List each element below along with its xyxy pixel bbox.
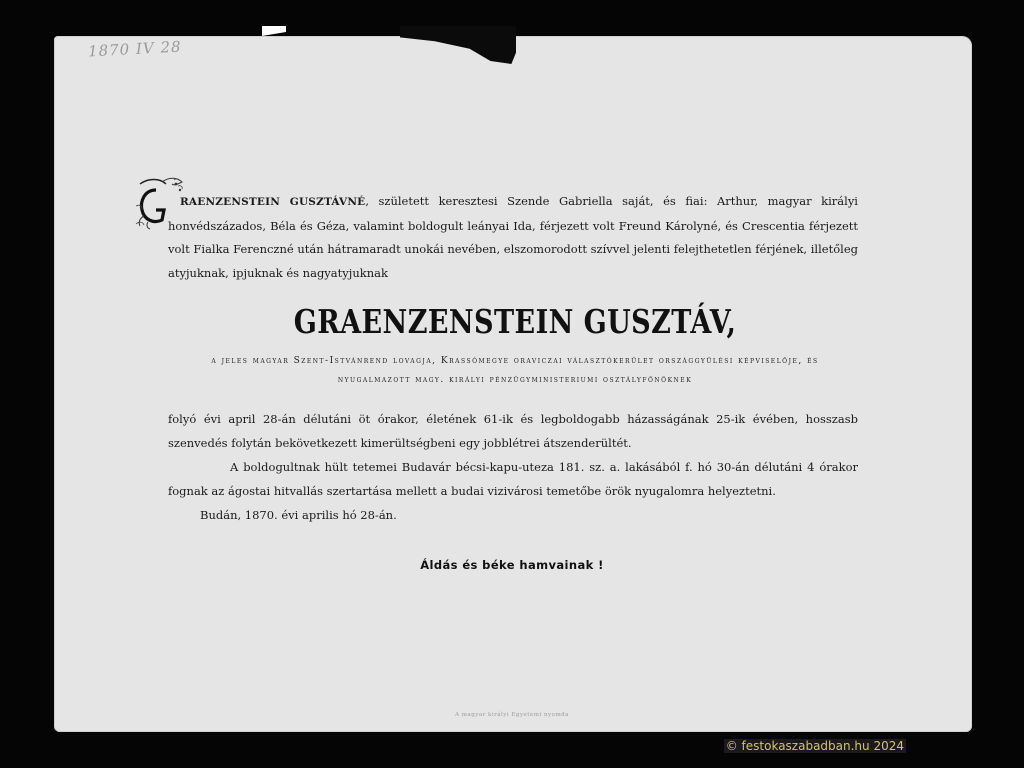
widow-name: RAENZENSTEIN GUSZTÁVNÉ <box>180 196 366 208</box>
paper-corner-scrap <box>262 26 286 36</box>
titles-line-1: a jeles magyar Szent-Istvánrend lovagja, Krassómegye oraviczai választókerület országgyűlési képviselője, és <box>211 356 819 366</box>
dateline: Budán, 1870. évi aprilis hó 28-án. <box>200 508 397 522</box>
death-paragraph: folyó évi april 28-án délutáni öt órakor, életének 61-ik és legboldogabb házasságának 25-ik évében, hosszasb szenvedés folytán bekövetkezett kimerültségbeni egy jobblétrei átszenderültét. <box>168 412 858 450</box>
deceased-titles <box>170 352 860 390</box>
titles-line-2: nyugalmazott magy. királyi pénzügyministeriumi osztályfőnöknek <box>337 375 693 385</box>
deceased-name-heading: GRAENZENSTEIN GUSZTÁV, <box>293 302 737 341</box>
intro-paragraph <box>168 190 858 285</box>
closing-blessing: Áldás és béke hamvainak ! <box>420 558 604 572</box>
archive-handwritten-note: 1870 IV 28 <box>87 37 182 61</box>
printer-imprint: A magyar királyi Egyetemi nyomda <box>455 712 569 718</box>
funeral-paragraph: A boldogultnak hült tetemei Budavár bécsi-kapu-uteza 181. sz. a. lakásából f. hó 30-án délutáni 4 órakor fognak az ágostai hitvallás szertartása mellett a budai vizivárosi temetőbe örök nyugalomra helyeztetni. <box>168 460 858 498</box>
intro-text: , született keresztesi Szende Gabriella saját, és fiai: Arthur, magyar királyi honvédszázados, Béla és Géza, valamint boldogult leányai Ida, férjezett volt Freund Károlyné, és Crescentia férjezett volt Fialka Ferenczné után hátramaradt unokái nevében, elszomorodott szívvel jelenti felejthetetlen férjének, illetőleg atyjuknak, ipjuknak és nagyatyjuknak <box>168 194 858 280</box>
copyright-watermark: © festokaszabadban.hu 2024 <box>725 739 904 753</box>
